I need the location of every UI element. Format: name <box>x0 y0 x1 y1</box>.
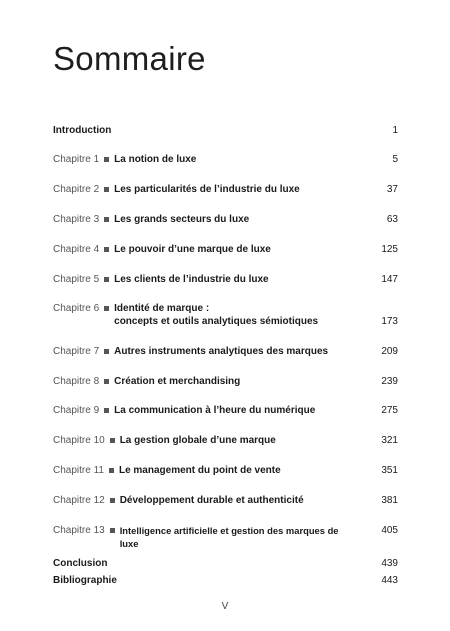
toc-chapter-label: Chapitre 11 <box>53 465 104 476</box>
toc-entry-chapter-3 <box>53 213 398 226</box>
toc-entry-chapter-1 <box>53 153 398 166</box>
toc-entry-title-continued: concepts et outils analytiques sémiotiques <box>114 316 319 327</box>
toc-entry-title: La notion de luxe <box>114 154 197 165</box>
toc-entry-page: 125 <box>381 244 398 255</box>
toc-entry-chapter-6 <box>53 302 398 328</box>
toc-chapter-label: Chapitre 8 <box>53 376 100 387</box>
toc-chapter-label: Chapitre 5 <box>53 274 100 285</box>
toc-chapter-label: Chapitre 4 <box>53 244 100 255</box>
square-bullet-icon <box>104 247 109 252</box>
toc-entry-title: Développement durable et authenticité <box>119 495 304 506</box>
square-bullet-icon <box>104 408 109 413</box>
square-bullet-icon <box>104 217 109 222</box>
toc-chapter-label: Chapitre 10 <box>53 435 105 446</box>
square-bullet-icon <box>104 306 109 311</box>
toc-entry-page: 321 <box>381 435 398 446</box>
toc-entry-page: 275 <box>381 405 398 416</box>
toc-entry-title: Introduction <box>53 125 112 136</box>
toc-entry-page: 1 <box>392 125 398 136</box>
toc-entry-page: 381 <box>381 495 398 506</box>
toc-entry-title: Le pouvoir d’une marque de luxe <box>114 244 271 255</box>
toc-chapter-label: Chapitre 2 <box>53 184 100 195</box>
toc-chapter-label: Chapitre 1 <box>53 154 100 165</box>
toc-entry-title: Les clients de l’industrie du luxe <box>114 274 269 285</box>
toc-entry-title: Le management du point de vente <box>118 465 281 476</box>
toc-entry-page: 239 <box>381 376 398 387</box>
toc-chapter-label: Chapitre 7 <box>53 346 100 357</box>
page-title: Sommaire <box>53 40 206 77</box>
toc-entry-title: Création et merchandising <box>114 376 241 387</box>
square-bullet-icon <box>104 349 109 354</box>
toc-entry-conclusion <box>53 557 398 570</box>
toc-chapter-label: Chapitre 9 <box>53 405 100 416</box>
square-bullet-icon <box>104 277 109 282</box>
toc-entry-title: Les particularités de l’industrie du luxe <box>114 184 300 195</box>
square-bullet-icon <box>110 498 115 503</box>
toc-entry-title: Les grands secteurs du luxe <box>114 214 250 225</box>
toc-entry-title: La communication à l’heure du numérique <box>114 405 316 416</box>
toc-entry-page: 173 <box>381 316 398 327</box>
square-bullet-icon <box>104 187 109 192</box>
toc-entry-chapter-12 <box>53 494 398 507</box>
toc-entry-title: Autres instruments analytiques des marques <box>114 346 329 357</box>
toc-entry-page: 405 <box>381 525 398 536</box>
square-bullet-icon <box>104 379 109 384</box>
toc-entry-title: La gestion globale d’une marque <box>119 435 276 446</box>
toc-entry-page: 37 <box>386 184 398 195</box>
toc-chapter-label: Chapitre 13 <box>53 525 105 536</box>
toc-entry-title: Identité de marque : <box>114 303 210 314</box>
toc-entry-chapter-5 <box>53 273 398 286</box>
toc-entry-chapter-9 <box>53 404 398 417</box>
toc-entry-chapter-8 <box>53 375 398 388</box>
toc-entry-introduction <box>53 124 398 137</box>
toc-chapter-label: Chapitre 6 <box>53 303 100 314</box>
square-bullet-icon <box>110 438 115 443</box>
toc-entry-page: 443 <box>381 575 398 586</box>
square-bullet-icon <box>104 157 109 162</box>
toc-entry-page: 439 <box>381 558 398 569</box>
page-number: V <box>221 601 229 612</box>
toc-chapter-label: Chapitre 12 <box>53 495 105 506</box>
toc-chapter-label: Chapitre 3 <box>53 214 100 225</box>
toc-entry-page: 209 <box>381 346 398 357</box>
toc-entry-chapter-4 <box>53 243 398 256</box>
toc-entry-chapter-2 <box>53 183 398 196</box>
toc-entry-page: 147 <box>381 274 398 285</box>
toc-entry-title: Intelligence artificielle et gestion des marques de luxe <box>119 525 339 549</box>
toc-entry-chapter-11 <box>53 464 398 477</box>
toc-entry-title: Bibliographie <box>53 575 117 586</box>
toc-entry-chapter-10 <box>53 434 398 447</box>
square-bullet-icon <box>110 528 115 533</box>
toc-entry-bibliographie <box>53 574 398 587</box>
toc-entry-page: 5 <box>392 154 398 165</box>
toc-entry-title: Conclusion <box>53 558 108 569</box>
square-bullet-icon <box>109 468 114 473</box>
toc-entry-page: 63 <box>386 214 398 225</box>
toc-entry-chapter-13 <box>53 524 398 550</box>
toc-entry-page: 351 <box>381 465 398 476</box>
toc-entry-chapter-7 <box>53 345 398 358</box>
